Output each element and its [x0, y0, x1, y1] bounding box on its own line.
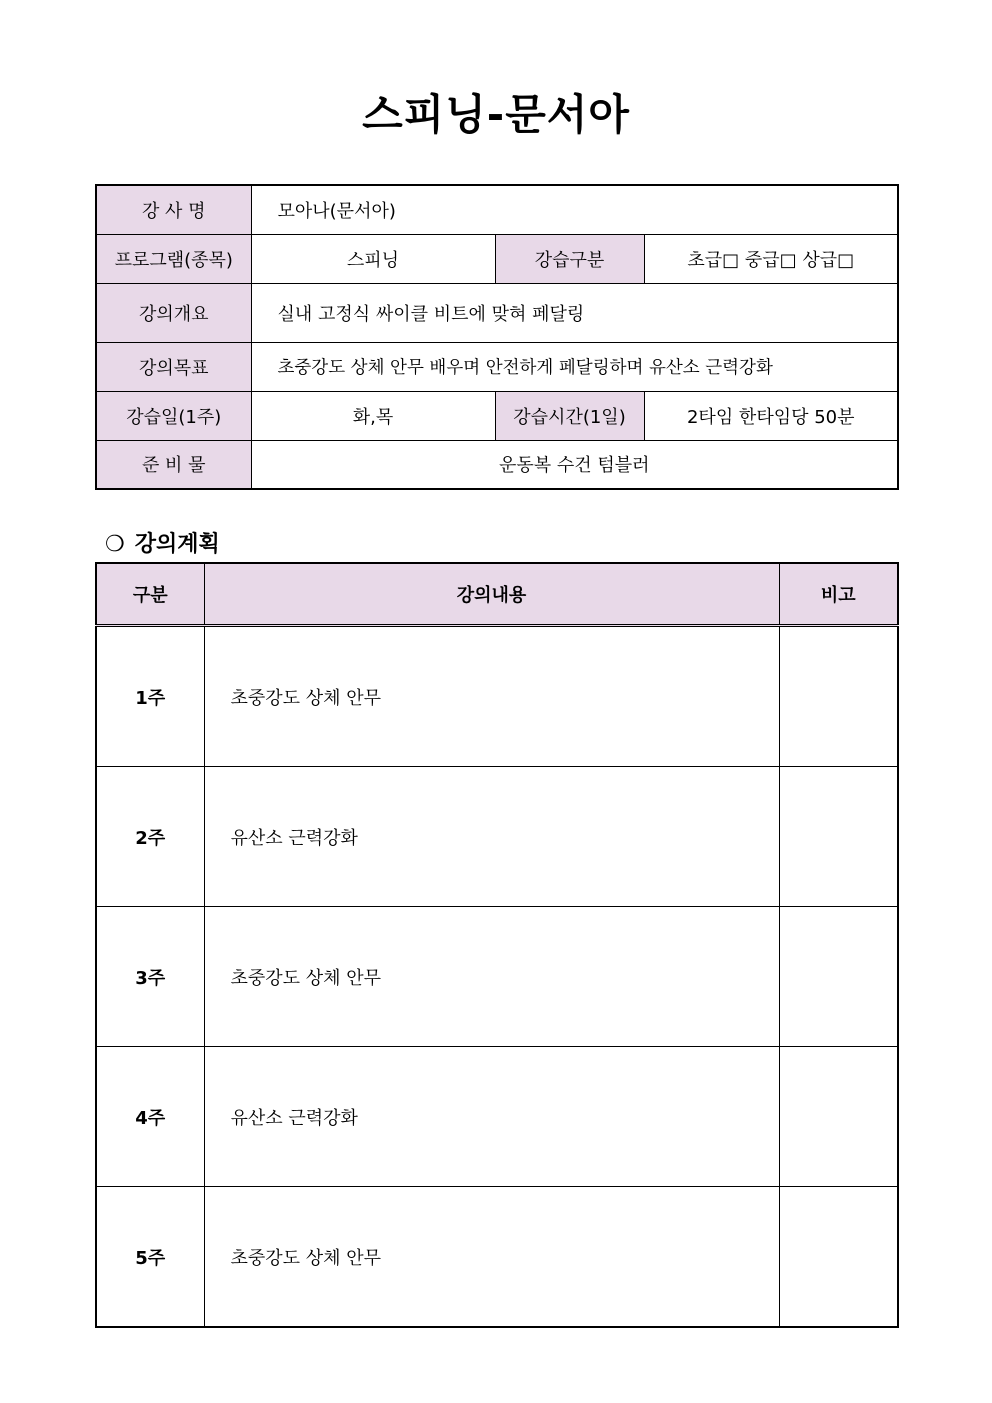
week-label: 4주 — [96, 1047, 204, 1187]
lesson-plan-table — [95, 562, 899, 1328]
lesson-note — [779, 626, 898, 767]
lesson-content: 초중강도 상체 안무 — [204, 626, 779, 767]
course-info-table — [95, 184, 899, 490]
circle-bullet-icon: ❍ — [105, 532, 125, 557]
days-value: 화,목 — [251, 391, 495, 440]
days-label: 강습일(1주) — [96, 391, 251, 440]
program-label: 프로그램(종목) — [96, 234, 251, 283]
time-value: 2타임 한타임당 50분 — [644, 391, 898, 440]
table-row — [96, 907, 898, 1047]
lesson-note — [779, 1187, 898, 1328]
goal-value: 초중강도 상체 안무 배우며 안전하게 페달링하며 유산소 근력강화 — [251, 342, 898, 391]
section-heading — [105, 527, 220, 558]
supplies-label: 준 비 물 — [96, 440, 251, 489]
header-content: 강의내용 — [204, 563, 779, 626]
table-row — [96, 626, 898, 767]
instructor-value: 모아나(문서아) — [251, 185, 898, 234]
level-label: 강습구분 — [495, 234, 644, 283]
lesson-content: 초중강도 상체 안무 — [204, 1187, 779, 1328]
page-title: 스피닝-문서아 — [362, 90, 630, 139]
week-label: 1주 — [96, 626, 204, 767]
table-row — [96, 1187, 898, 1328]
section-title: 강의계획 — [134, 532, 220, 557]
lesson-content: 초중강도 상체 안무 — [204, 907, 779, 1047]
overview-value: 실내 고정식 싸이클 비트에 맞혀 페달링 — [251, 283, 898, 342]
week-label: 2주 — [96, 767, 204, 907]
goal-label: 강의목표 — [96, 342, 251, 391]
lesson-note — [779, 767, 898, 907]
instructor-label: 강 사 명 — [96, 185, 251, 234]
supplies-value: 운동복 수건 텀블러 — [251, 440, 898, 489]
overview-label: 강의개요 — [96, 283, 251, 342]
lesson-note — [779, 907, 898, 1047]
week-label: 5주 — [96, 1187, 204, 1328]
time-label: 강습시간(1일) — [495, 391, 644, 440]
level-checkboxes: 초급□ 중급□ 상급□ — [644, 234, 898, 283]
header-week: 구분 — [96, 563, 204, 626]
lesson-content: 유산소 근력강화 — [204, 1047, 779, 1187]
table-row — [96, 767, 898, 907]
lesson-content: 유산소 근력강화 — [204, 767, 779, 907]
program-value: 스피닝 — [251, 234, 495, 283]
week-label: 3주 — [96, 907, 204, 1047]
lesson-note — [779, 1047, 898, 1187]
header-note: 비고 — [779, 563, 898, 626]
table-row — [96, 1047, 898, 1187]
